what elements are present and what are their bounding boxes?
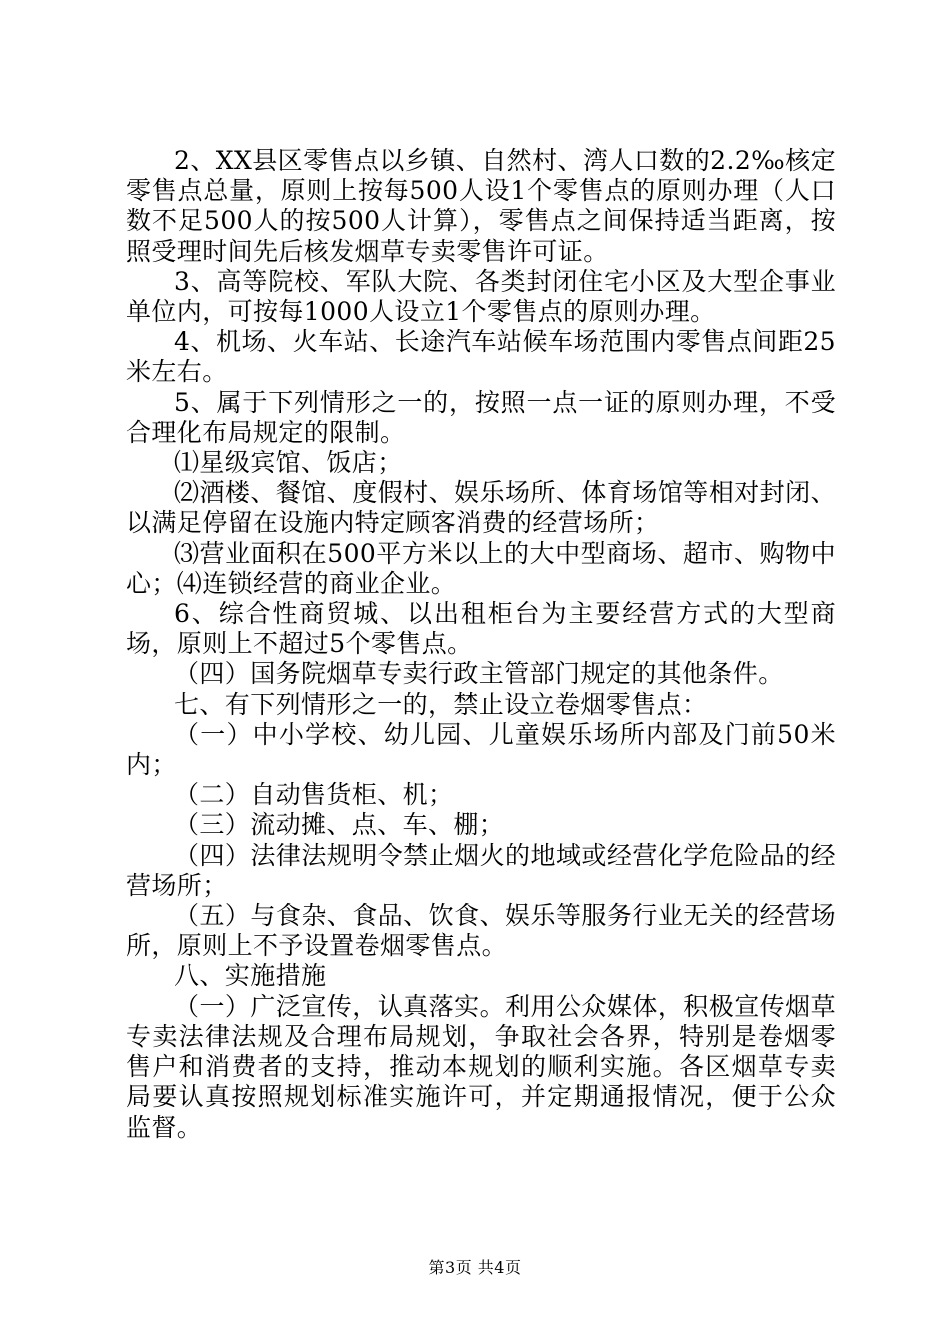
paragraph: ⑴星级宾馆、饭店；: [174, 448, 403, 478]
paragraph: （一）中小学校、幼儿园、儿童娱乐场所内部及门前50米内；: [126, 719, 836, 780]
page-footer: [0, 1258, 950, 1278]
paragraph: （四）法律法规明令禁止烟火的地域或经营化学危险品的经营场所；: [126, 840, 836, 900]
paragraph: 2、XX县区零售点以乡镇、自然村、湾人口数的2.2‰核定零售点总量，原则上按每500人设1个零售点的原则办理（人口数不足500人的按500人计算），零售点之间保持适当距离，按照受理时间先后核发烟草专卖零售许可证。: [126, 146, 836, 266]
paragraph: 5、属于下列情形之一的，按照一点一证的原则办理，不受合理化布局规定的限制。: [126, 387, 836, 447]
paragraph: （一）广泛宣传，认真落实。利用公众媒体，积极宣传烟草专卖法律法规及合理布局规划，争取社会各界，特别是卷烟零售户和消费者的支持，推动本规划的顺利实施。各区烟草专卖局要认真按照规划标准实施许可，并定期通报情况，便于公众监督。: [126, 991, 836, 1142]
paragraph: 6、综合性商贸城、以出租柜台为主要经营方式的大型商场，原则上不超过5个零售点。: [126, 599, 836, 659]
paragraph: ⑶营业面积在500平方米以上的大中型商场、超市、购物中心；⑷连锁经营的商业企业。: [126, 538, 836, 598]
page-number: 第3页 共4页: [428, 1258, 522, 1277]
document-body: [126, 146, 836, 1143]
paragraph: 八、实施措施: [174, 961, 327, 991]
paragraph: ⑵酒楼、餐馆、度假村、娱乐场所、体育场馆等相对封闭、以满足停留在设施内特定顾客消费的经营场所；: [126, 478, 836, 538]
paragraph: 4、机场、火车站、长途汽车站候车场范围内零售点间距25米左右。: [126, 327, 836, 387]
paragraph: 七、有下列情形之一的，禁止设立卷烟零售点：: [174, 689, 708, 719]
paragraph: （四）国务院烟草专卖行政主管部门规定的其他条件。: [174, 659, 784, 689]
paragraph: 3、高等院校、军队大院、各类封闭住宅小区及大型企事业单位内，可按每1000人设立1个零售点的原则办理。: [126, 266, 836, 327]
paragraph: （五）与食杂、食品、饮食、娱乐等服务行业无关的经营场所，原则上不予设置卷烟零售点。: [126, 901, 836, 961]
paragraph: （二）自动售货柜、机；: [174, 780, 454, 810]
paragraph: （三）流动摊、点、车、棚；: [174, 810, 505, 840]
